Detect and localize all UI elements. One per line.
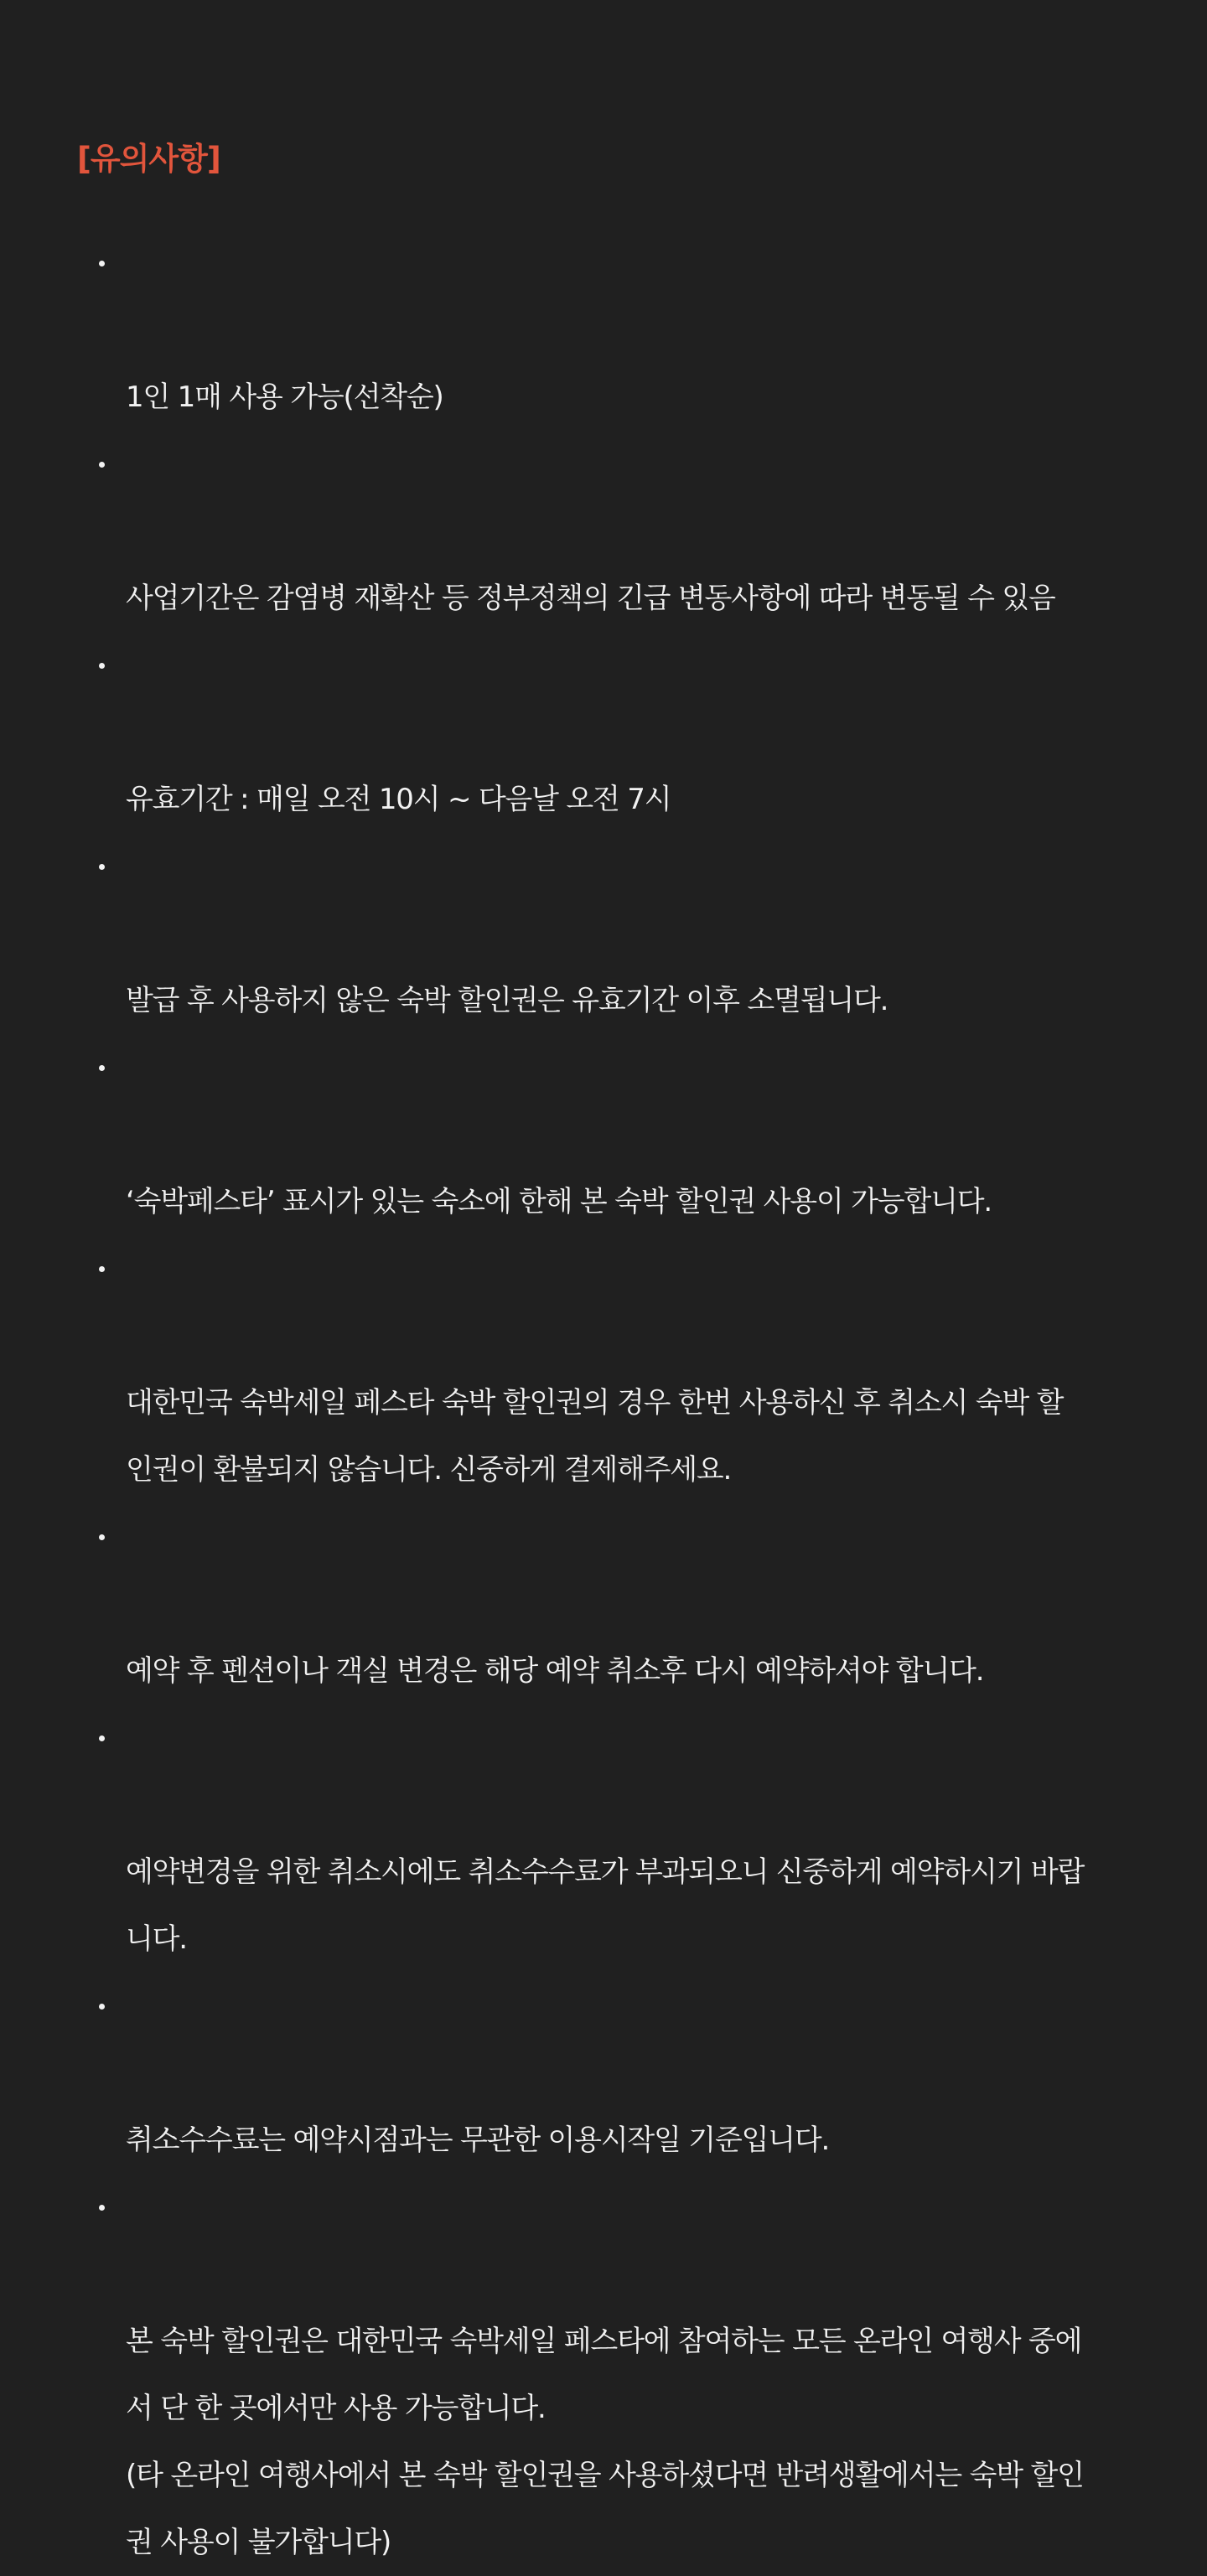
notice-item-text: 예약 후 펜션이나 객실 변경은 해당 예약 취소후 다시 예약하셔야 합니다. bbox=[126, 1654, 984, 1688]
notice-title: [유의사항] bbox=[77, 141, 220, 177]
bullet-icon bbox=[96, 431, 112, 498]
bullet-icon bbox=[96, 230, 112, 297]
notice-item-text: 1인 1매 사용 가능(선착순) bbox=[126, 380, 443, 414]
bullet-icon bbox=[96, 1503, 112, 1570]
bullet-icon bbox=[96, 1704, 112, 1772]
notice-item-text: 취소수수료는 예약시점과는 무관한 이용시작일 기준입니다. bbox=[126, 2123, 830, 2157]
bullet-icon bbox=[96, 1235, 112, 1302]
notice-list bbox=[77, 230, 1132, 2576]
notice-item-10 bbox=[77, 2174, 1132, 2576]
notice-item-text: ‘숙박페스타’ 표시가 있는 숙소에 한해 본 숙박 할인권 사용이 가능합니다. bbox=[126, 1185, 992, 1218]
notice-item-text: 예약변경을 위한 취소시에도 취소수수료가 부과되오니 신중하게 예약하시기 바랍 니다. bbox=[126, 1855, 1085, 1956]
notice-item-text: 사업기간은 감염병 재확산 등 정부정책의 긴급 변동사항에 따라 변동될 수 있음 bbox=[126, 582, 1055, 615]
bullet-icon bbox=[96, 2174, 112, 2241]
notice-item-text: 본 숙박 할인권은 대한민국 숙박세일 페스타에 참여하는 모든 온라인 여행사 중에 서 단 한 곳에서만 사용 가능합니다. (타 온라인 여행사에서 본 숙박 할인권을 사용하셨다면 반려생활에서는 숙박 할인 권 사용이 불가합니다) bbox=[126, 2325, 1084, 2559]
notice-item-7 bbox=[77, 1503, 1132, 1704]
notice-item-2 bbox=[77, 431, 1132, 632]
notice-item-1 bbox=[77, 230, 1132, 431]
bullet-icon bbox=[96, 1973, 112, 2040]
bullet-icon bbox=[96, 1034, 112, 1101]
bullet-icon bbox=[96, 833, 112, 900]
notice-item-5 bbox=[77, 1034, 1132, 1235]
notice-item-text: 발급 후 사용하지 않은 숙박 할인권은 유효기간 이후 소멸됩니다. bbox=[126, 984, 888, 1017]
notice-item-text: 대한민국 숙박세일 페스타 숙박 할인권의 경우 한번 사용하신 후 취소시 숙박 할 인권이 환불되지 않습니다. 신중하게 결제해주세요. bbox=[126, 1386, 1064, 1487]
notice-item-9 bbox=[77, 1973, 1132, 2174]
bullet-icon bbox=[96, 632, 112, 699]
notice-item-6 bbox=[77, 1235, 1132, 1503]
notice-item-4 bbox=[77, 833, 1132, 1034]
notice-item-3 bbox=[77, 632, 1132, 833]
notice-item-text: 유효기간 : 매일 오전 10시 ~ 다음날 오전 7시 bbox=[126, 783, 671, 816]
notice-item-8 bbox=[77, 1704, 1132, 1973]
